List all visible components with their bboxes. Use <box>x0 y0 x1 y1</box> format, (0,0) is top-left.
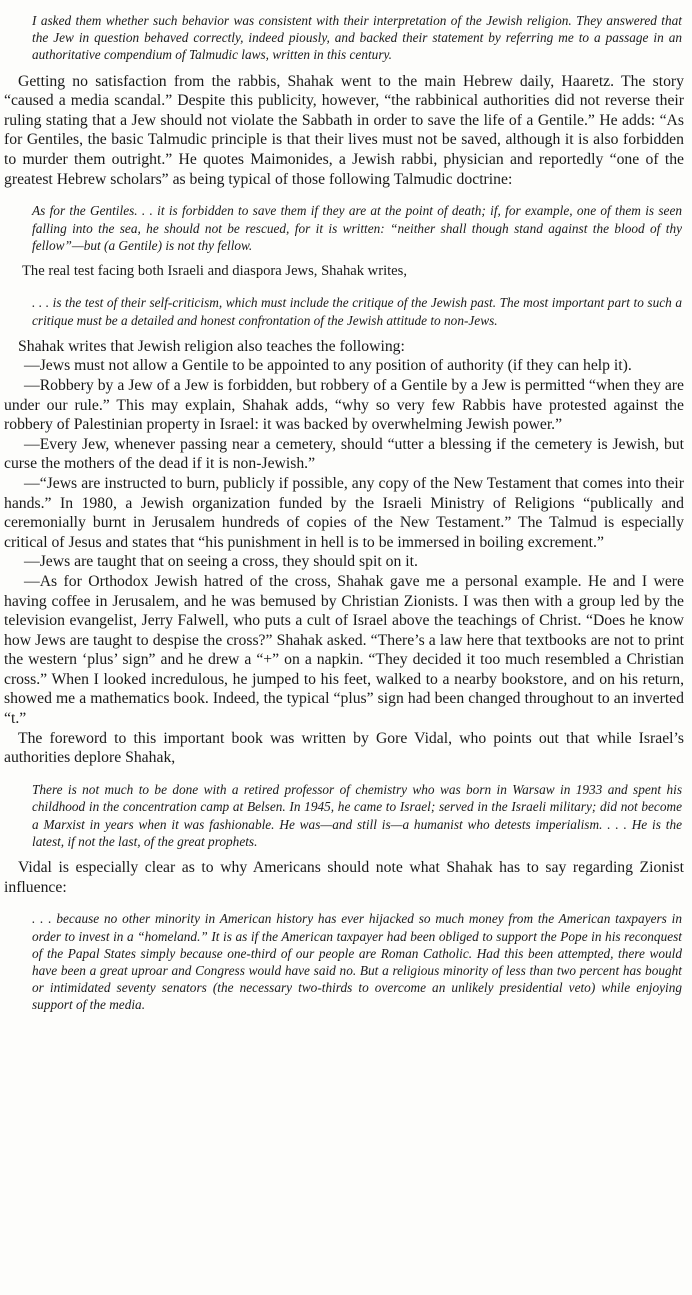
block-quote-self-criticism: . . . is the test of their self-criticism, which must include the critique of the Jewish past. The most important part to such a critique must be a detailed and honest confrontation of the Jewish attitude to non-Jews. <box>32 295 682 328</box>
teachings-list <box>0 356 692 728</box>
list-item: —As for Orthodox Jewish hatred of the cross, Shahak gave me a personal example. He and I were having coffee in Jerusalem, and he was bemused by Christian Zionists. I was then with a group led by the television evangelist, Jerry Falwell, who puts a cult of Israel above the teachings of Christ. “Does he know how Jews are taught to despise the cross?” Shahak asked. “There’s a law here that textbooks are not to print the western ‘plus’ sign” and he drew a “+” on a napkin. “They decided it too much resembled a Christian cross.” When I looked incredulous, he jumped to his feet, walked to a nearby bookstore, and on his return, showed me a mathematics book. Indeed, the typical “plus” sign had been changed throughout to an inverted “t.” <box>4 572 684 728</box>
block-quote-vidal: There is not much to be done with a retired professor of chemistry who was born in Warsaw in 1933 and spent his childhood in the concentration camp at Belsen. In 1945, he came to Israel; served in the Israeli military; did not become a Marxist in years when it was fashionable. He was—and still is—a humanist who detests imperialism. . . . He is the latest, if not the last, of the great prophets. <box>32 782 682 849</box>
list-item: —Jews are taught that on seeing a cross, they should spit on it. <box>24 553 418 571</box>
list-item: —Every Jew, whenever passing near a cemetery, should “utter a blessing if the cemetery is Jewish, but curse the mothers of the dead if it is non-Jewish.” <box>4 435 684 473</box>
paragraph-foreword: The foreword to this important book was written by Gore Vidal, who points out that while Israel’s authorities deplore Shahak, <box>4 729 684 767</box>
block-quote-maimonides: As for the Gentiles. . . it is forbidden to save them if they are at the point of death; if, for example, one of them is seen falling into the sea, he should not be rescued, for it is written: “neither shall though stand against the blood of thy fellow”—but (a Gentile) is not thy fellow. <box>32 203 682 253</box>
paragraph-teachings-intro: Shahak writes that Jewish religion also teaches the following: <box>18 337 405 355</box>
block-quote-rabbis: I asked them whether such behavior was consistent with their interpretation of the Jewish religion. They answered that the Jew in question behaved correctly, indeed piously, and backed their statement by referring me to a passage in an authoritative compendium of Talmudic laws, written in this century. <box>32 13 682 63</box>
paragraph-zionist-influence: Vidal is especially clear as to why Americans should note what Shahak has to say regarding Zionist influence: <box>4 858 684 896</box>
list-item: —Robbery by a Jew of a Jew is forbidden, but robbery of a Gentile by a Jew is permitted “when they are under our rule.” This may explain, Shahak adds, “why so very few Rabbis have protested against the robbery of Palestinian property in Israel: it was backed by overwhelming Jewish power.” <box>4 376 684 434</box>
list-item: —Jews must not allow a Gentile to be appointed to any position of authority (if they can help it). <box>24 357 632 375</box>
paragraph-real-test: The real test facing both Israeli and diaspora Jews, Shahak writes, <box>22 263 407 280</box>
list-item: —“Jews are instructed to burn, publicly if possible, any copy of the New Testament that comes into their hands.” In 1980, a Jewish organization funded by the Israeli Ministry of Religions “publically and ceremonially burnt in Jerusalem hundreds of copies of the New Testament.” The Talmud is especially critical of Jesus and states that “his punishment in hell is to be immersed in boiling excrement.” <box>4 474 684 551</box>
block-quote-taxpayers: . . . because no other minority in American history has ever hijacked so much money from the American taxpayers in order to invest in a “homeland.” It is as if the American taxpayer had been obliged to support the Pope in his reconquest of the Papal States simply because one-third of our people are Roman Catholic. Had this been attempted, there would have been a great uproar and Congress would have said no. But a religious minority of less than two percent has bought or intimidated seventy senators (the necessary two-thirds to overcome an unlikely presidential veto) while enjoying support of the media. <box>32 911 682 1013</box>
paragraph-haaretz: Getting no satisfaction from the rabbis, Shahak went to the main Hebrew daily, Haaretz. The story “caused a media scandal.” Despite this publicity, however, “the rabbinical authorities did not reverse their ruling stating that a Jew should not violate the Sabbath in order to save the life of a Gentile.” He adds: “As for Gentiles, the basic Talmudic principle is that their lives must not be saved, although it is also forbidden to murder them outright.” He quotes Maimonides, a Jewish rabbi, physician and reportedly “one of the greatest Hebrew scholars” as being typical of those following Talmudic doctrine: <box>4 72 684 188</box>
